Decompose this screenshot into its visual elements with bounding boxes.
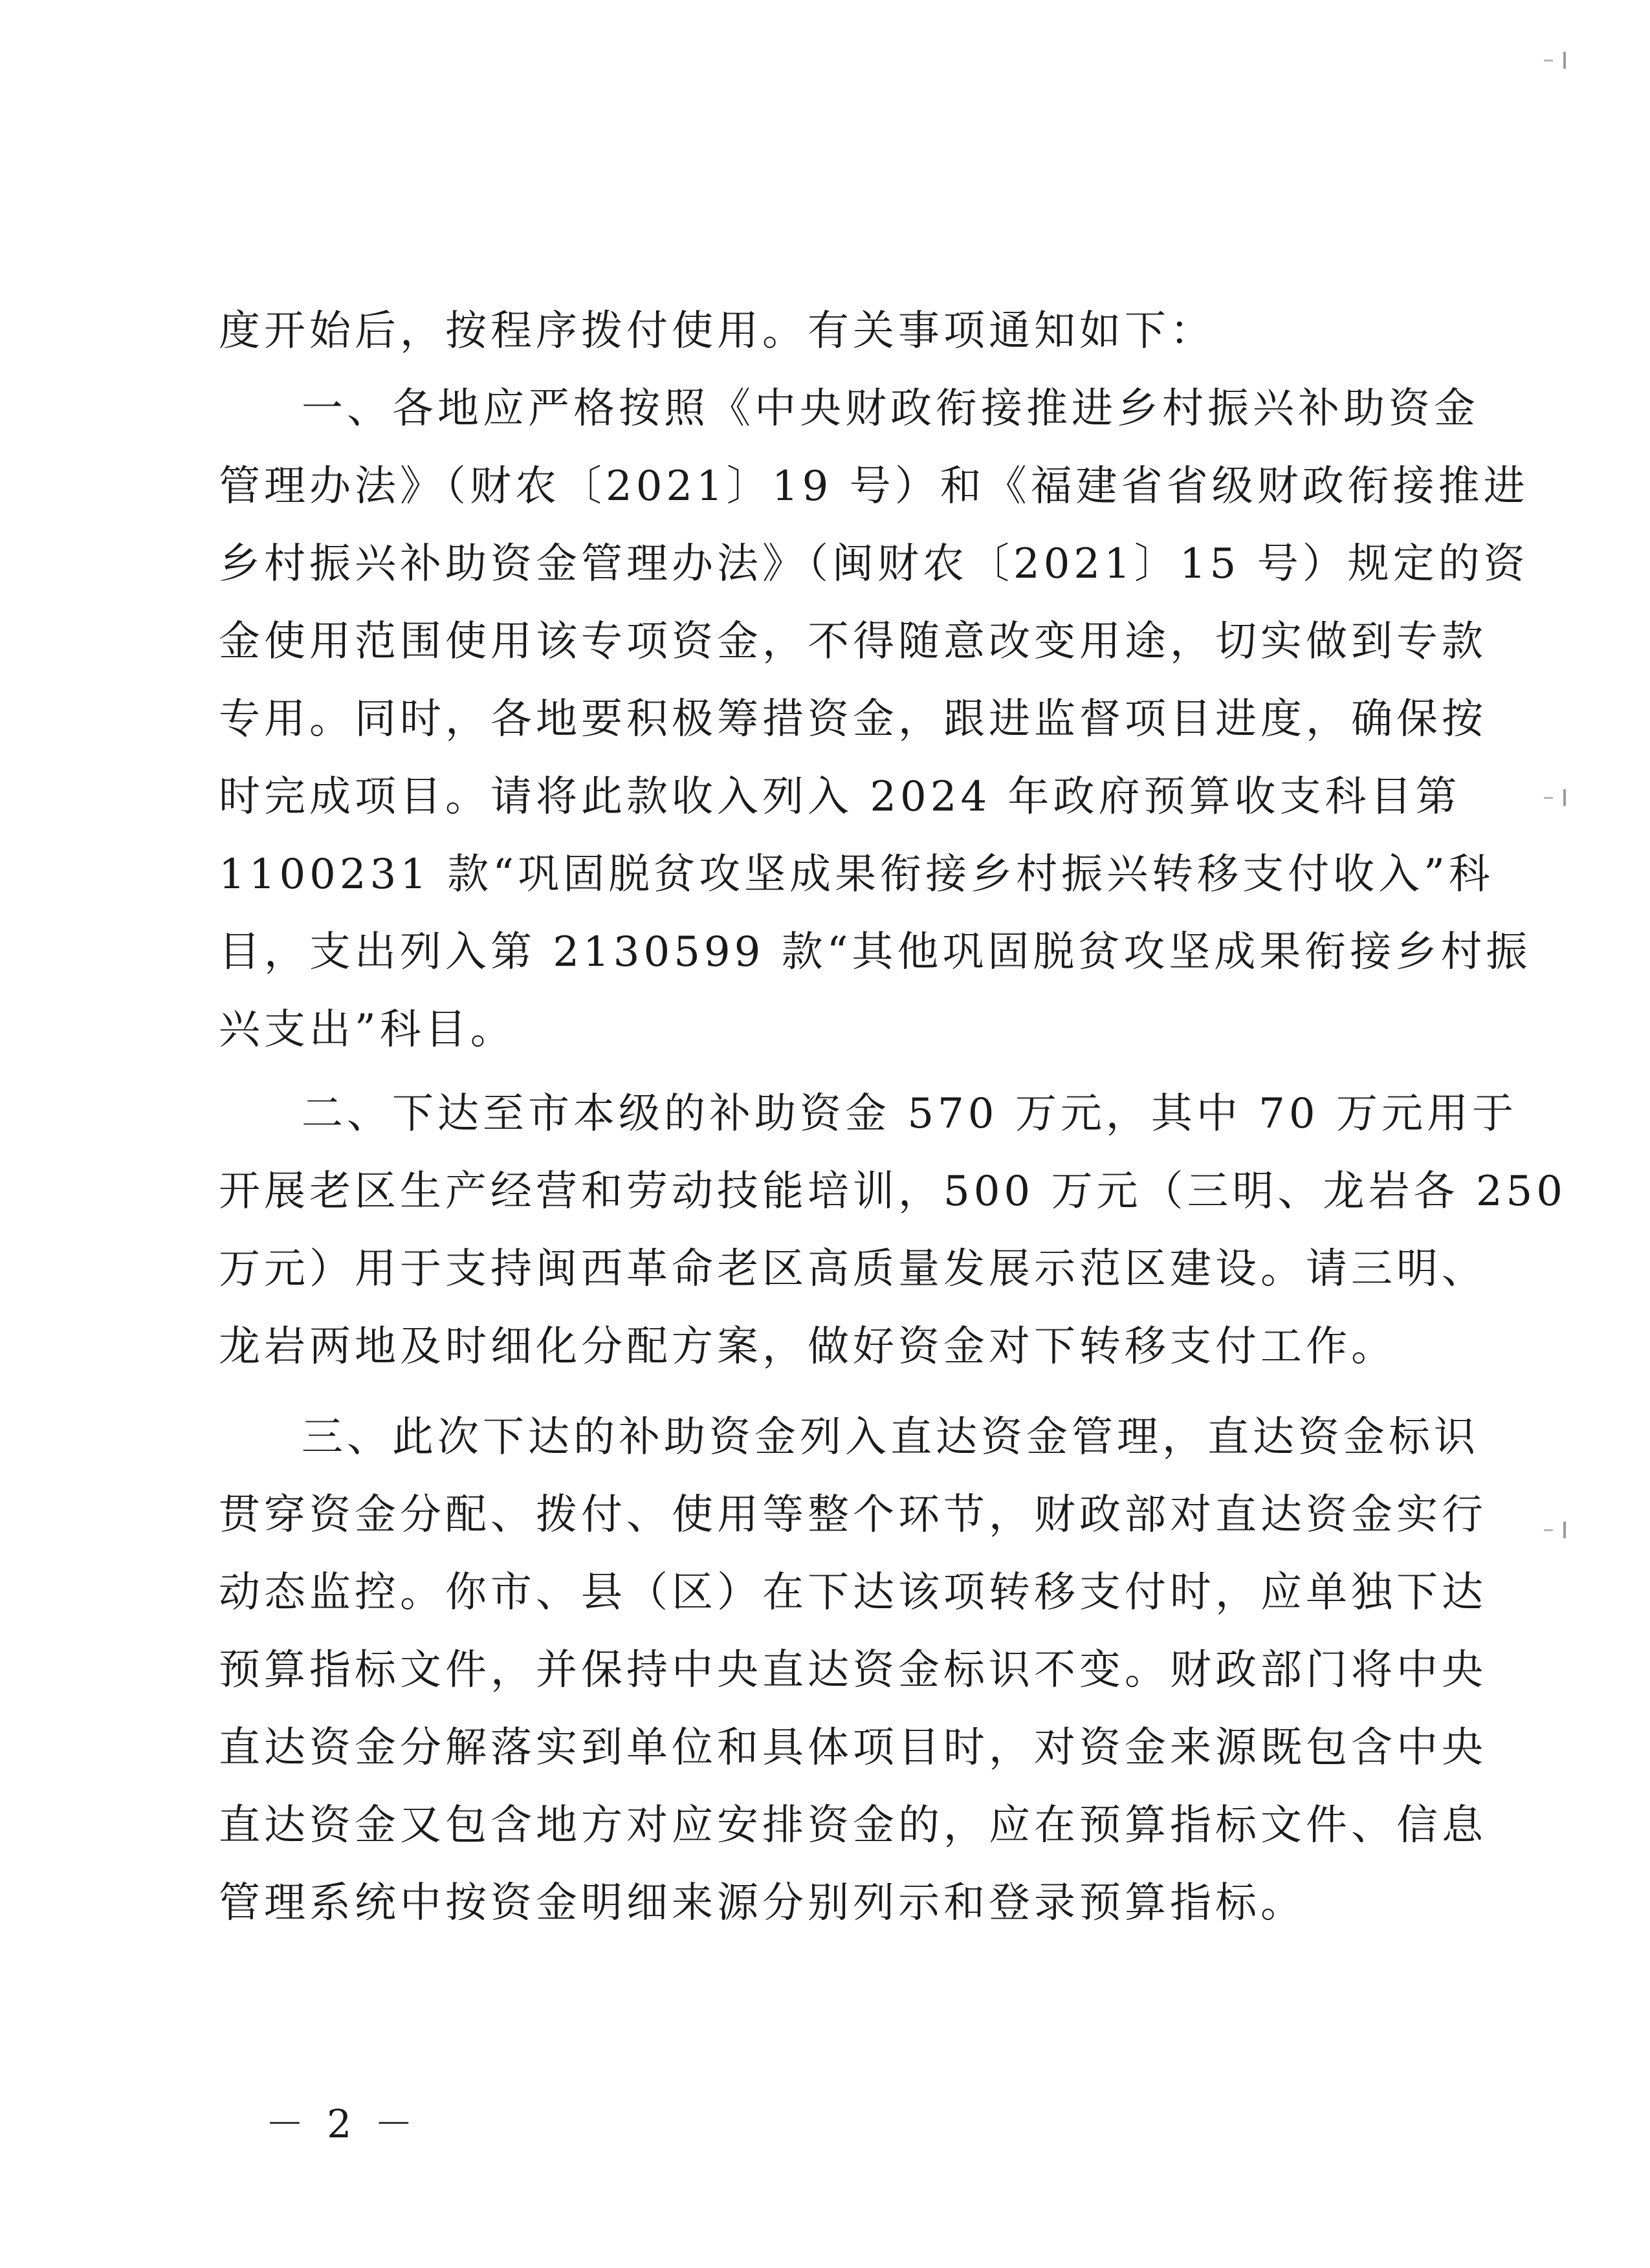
binding-mark-top (1544, 50, 1583, 70)
text-line: 龙岩两地及时细化分配方案，做好资金对下转移支付工作。 (219, 1323, 1396, 1371)
text-line: 万元）用于支持闽西革命老区高质量发展示范区建设。请三明、 (219, 1245, 1487, 1293)
text-line: 兴支出”科目。 (219, 1006, 516, 1054)
text-line: 时完成项目。请将此款收入列入 2024 年政府预算收支科目第 (219, 773, 1461, 821)
binding-mark-bottom (1544, 1520, 1583, 1540)
paragraph-1-first-line: 一、各地应严格按照《中央财政衔接推进乡村振兴补助资金 (302, 385, 1479, 433)
paragraph-3-first-line: 三、此次下达的补助资金列入直达资金管理，直达资金标识 (302, 1413, 1479, 1461)
text-line: 金使用范围使用该专项资金，不得随意改变用途，切实做到专款 (219, 618, 1487, 666)
text-line: 1100231 款“巩固脱贫攻坚成果衔接乡村振兴转移支付收入”科 (219, 851, 1494, 899)
text-line: 开展老区生产经营和劳动技能培训，500 万元（三明、龙岩各 250 (219, 1168, 1567, 1216)
page-number: － 2 － (265, 2102, 419, 2147)
text-line: 管理办法》（财农〔2021〕19 号）和《福建省省级财政衔接推进 (219, 463, 1529, 510)
binding-mark-middle (1544, 788, 1583, 807)
paragraph-2-first-line: 二、下达至市本级的补助资金 570 万元，其中 70 万元用于 (302, 1090, 1517, 1138)
text-line: 目，支出列入第 2130599 款“其他巩固脱贫攻坚成果衔接乡村振 (219, 928, 1532, 976)
text-line: 管理系统中按资金明细来源分别列示和登录预算指标。 (219, 1879, 1306, 1927)
text-line: 乡村振兴补助资金管理办法》（闽财农〔2021〕15 号）规定的资 (219, 540, 1529, 588)
text-line: 动态监控。你市、县（区）在下达该项转移支付时，应单独下达 (219, 1569, 1487, 1617)
text-line: 直达资金分解落实到单位和具体项目时，对资金来源既包含中央 (219, 1724, 1487, 1772)
text-line: 专用。同时，各地要积极筹措资金，跟进监督项目进度，确保按 (219, 695, 1487, 743)
text-line: 贯穿资金分配、拨付、使用等整个环节，财政部对直达资金实行 (219, 1491, 1487, 1539)
text-line: 度开始后，按程序拨付使用。有关事项通知如下： (219, 307, 1215, 355)
text-line: 直达资金又包含地方对应安排资金的，应在预算指标文件、信息 (219, 1802, 1487, 1849)
text-line: 预算指标文件，并保持中央直达资金标识不变。财政部门将中央 (219, 1646, 1487, 1694)
